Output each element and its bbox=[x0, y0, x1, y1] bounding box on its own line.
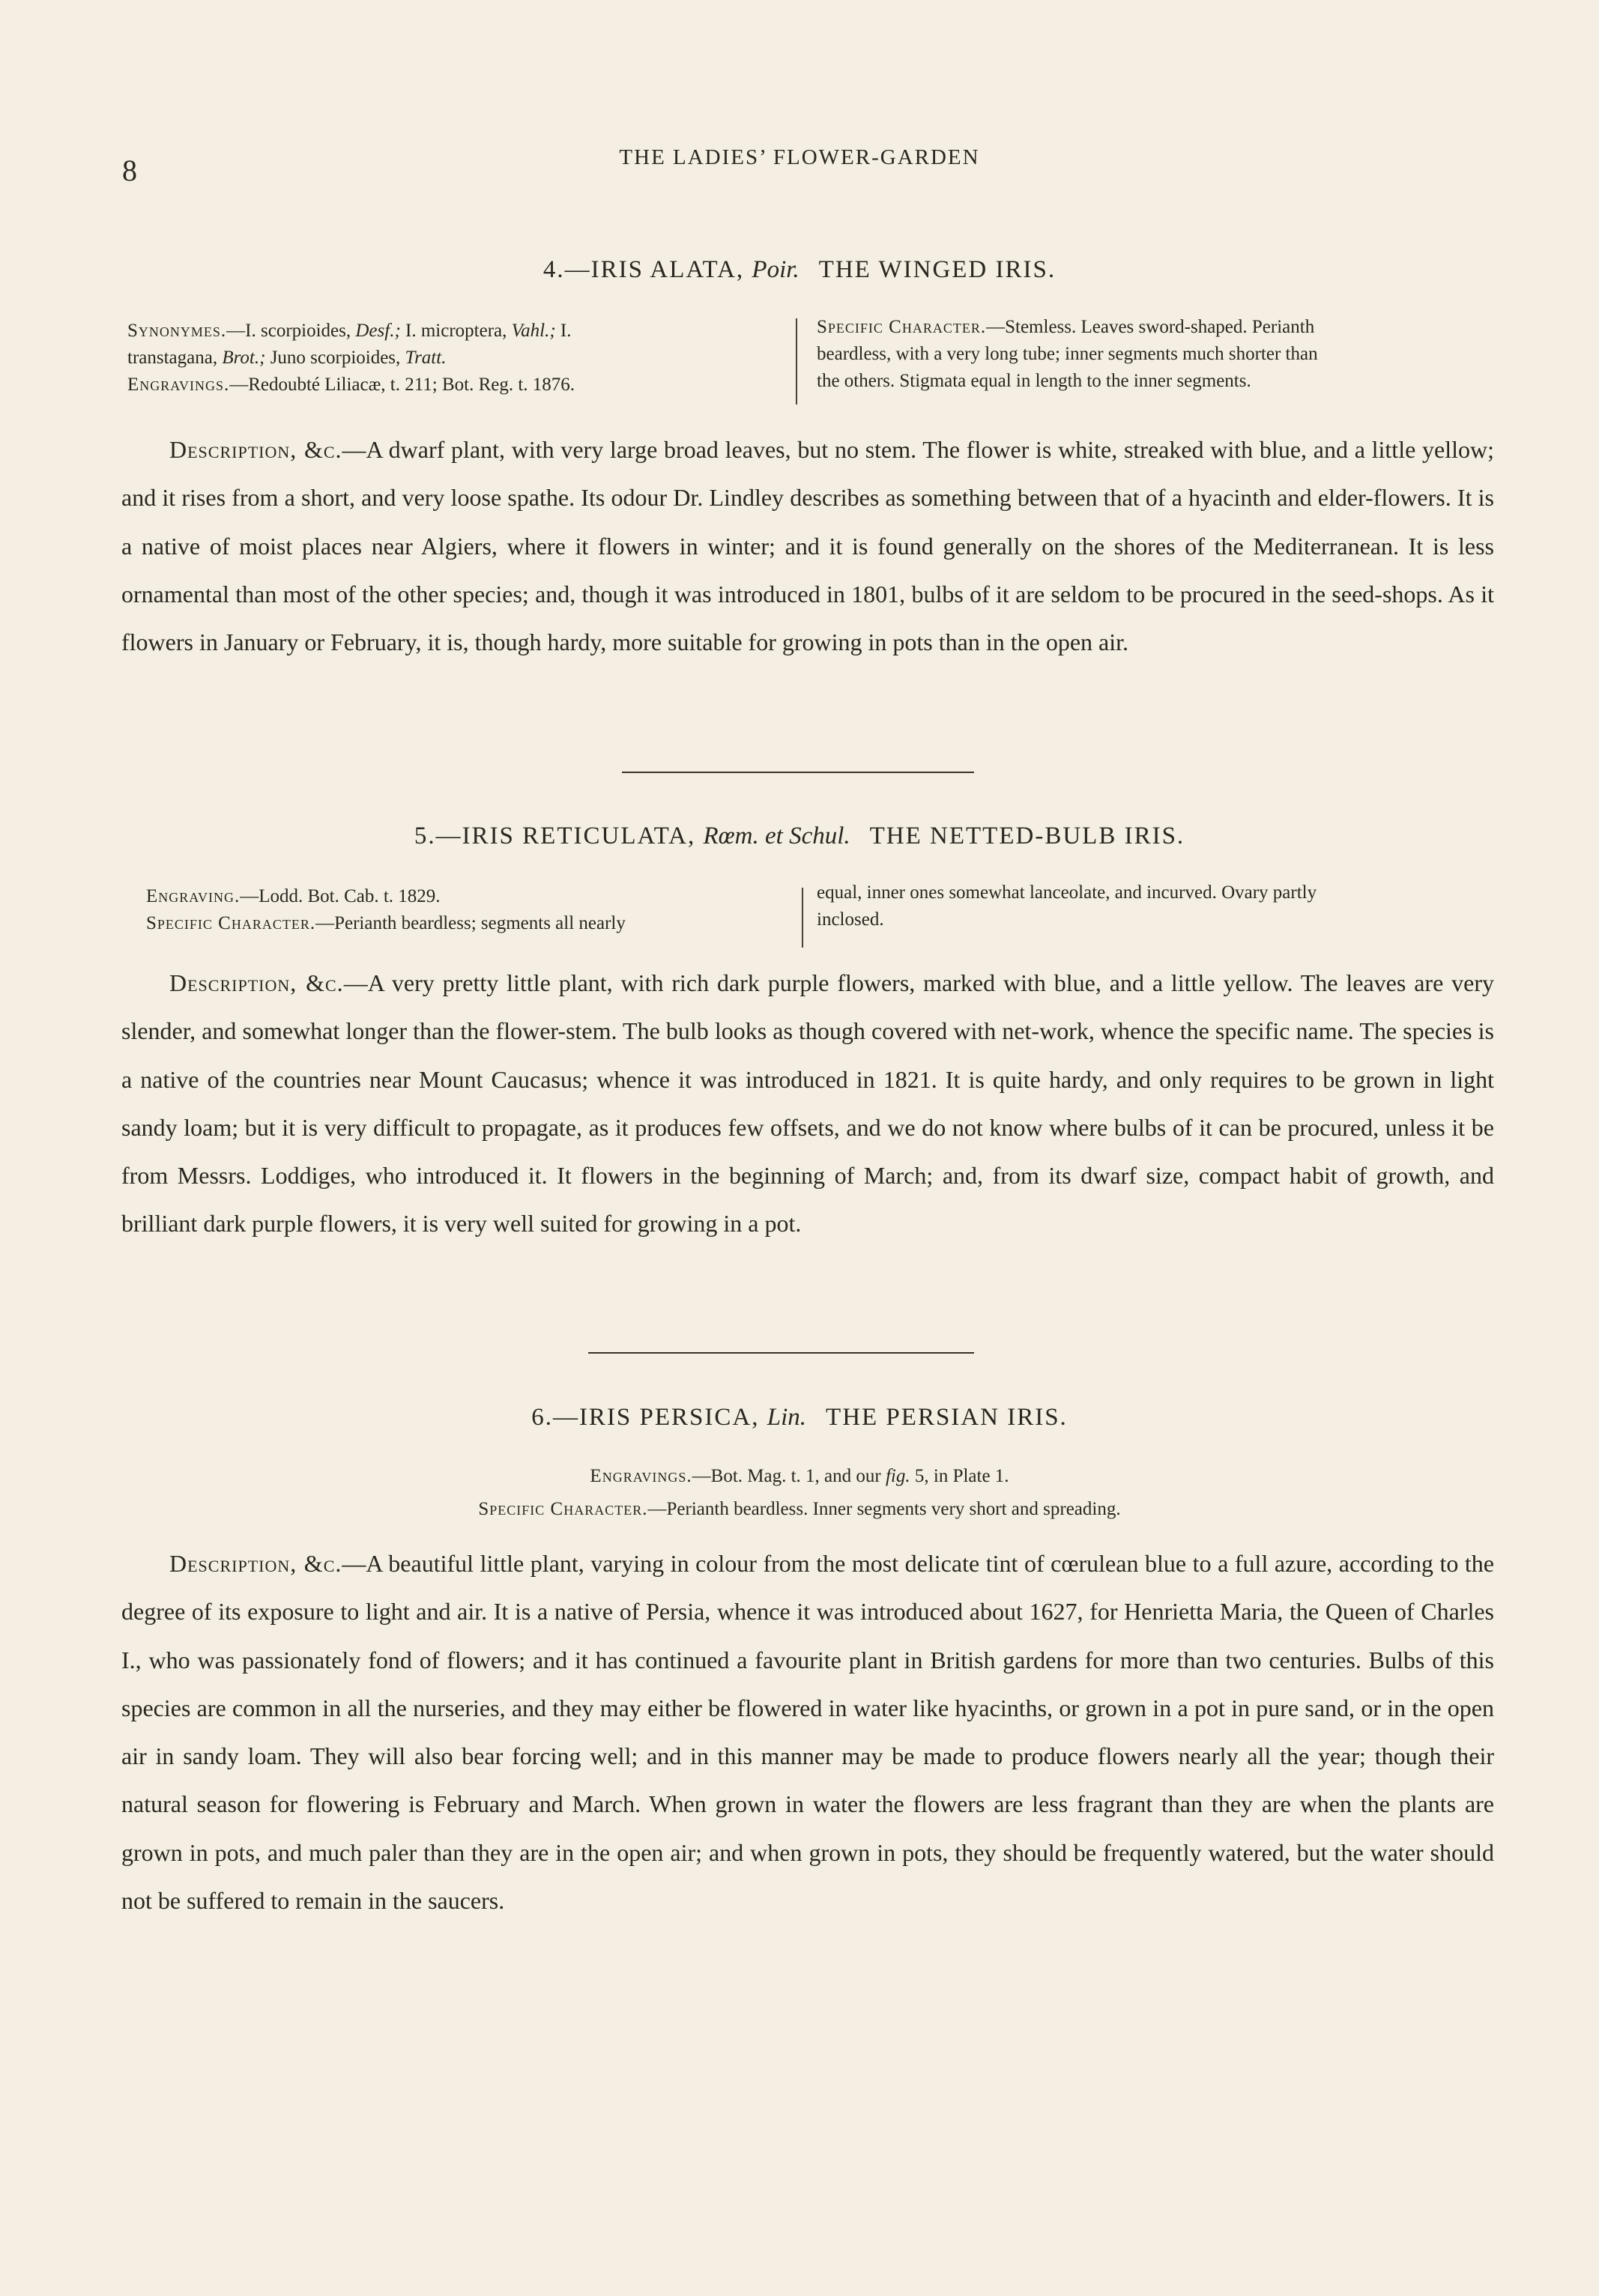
synonyms-column bbox=[127, 315, 787, 402]
species-authority: Poir. bbox=[752, 256, 800, 283]
engravings-block bbox=[0, 1458, 1599, 1528]
species-authority: Rœm. et Schul. bbox=[703, 823, 850, 849]
species-latin-name: —IRIS ALATA, bbox=[564, 256, 745, 283]
description-paragraph-5 bbox=[121, 959, 1494, 1248]
species-number: 4. bbox=[542, 256, 565, 283]
description-paragraph-6 bbox=[121, 1539, 1494, 1924]
species-heading-6 bbox=[0, 1404, 1599, 1432]
specific-character-column: Specific Character.—Stemless. Leaves sword-shaped. Perianth beardless, with a very long tube; inner segments much shorter than the others. Stigmata equal in length to the inner segments. bbox=[817, 317, 1318, 391]
specific-character-column: equal, inner ones somewhat lanceolate, and incurved. Ovary partly inclosed. bbox=[817, 882, 1317, 930]
species-authority: Lin. bbox=[767, 1404, 807, 1431]
description-text: —A very pretty little plant, with rich dark purple flowers, marked with blue, and a little yellow. The leaves are very slender, and somewhat longer than the flower-stem. The bulb looks as though covered with net-work, whence the specific name. The species is a native of the countries near Mount Caucasus; whence it was introduced in 1821. It is quite hardy, and only requires to be grown in light sandy loam; but it is very difficult to propagate, as it produces few offsets, and we do not know where bulbs of it can be procured, unless it be from Messrs. Loddiges, who introduced it. It flowers in the beginning of March; and, from its dwarf size, compact habit of growth, and brilliant dark purple flowers, it is very well suited for growing in a pot. bbox=[121, 969, 1495, 1238]
engravings-line: Engravings.—Bot. Mag. t. 1, and our fig. 5, in Plate 1. bbox=[590, 1466, 1009, 1486]
page-number: 8 bbox=[122, 154, 137, 187]
running-title: THE LADIES’ FLOWER-GARDEN bbox=[619, 145, 980, 169]
description-paragraph-4 bbox=[121, 425, 1494, 666]
description-text: —A beautiful little plant, varying in colour from the most delicate tint of cœrulean blue to a full azure, according to the degree of its exposure to light and air. It is a native of Persia, whence it was introduced about 1627, for Henrietta Maria, the Queen of Charles I., who was passionately fond of flowers; and it has continued a favourite plant in British gardens for more than two centuries. Bulbs of this species are common in all the nurseries, and they may either be flowered in water like hyacinths, or grown in a pot in pure sand, or in the open air in sandy loam. They will also bear forcing well; and in this manner may be made to produce flowers nearly all the year; though their natural season for flowering is February and March. When grown in water the flowers are less fragrant than they are when the plants are grown in pots, and much paler than they are in the open air; and when grown in pots, they should be frequently watered, but the water should not be suffered to remain in the saucers. bbox=[121, 1550, 1495, 1915]
synonyms-line: transtagana, Brot.; Juno scorpioides, Tratt. bbox=[127, 348, 447, 368]
description-text: —A dwarf plant, with very large broad leaves, but no stem. The flower is white, streaked with blue, and a little yellow; and it rises from a short, and very loose spathe. Its odour Dr. Lindley describes as something between that of a hyacinth and elder-flowers. It is a native of moist places near Algiers, where it flowers in winter; and it is found generally on the shores of the Mediterranean. It is less ornamental than most of the other species; and, though it was introduced in 1801, bulbs of it are seldom to be procured in the seed-shops. As it flowers in January or February, it is, though hardy, more suitable for growing in pots than in the open air. bbox=[121, 436, 1495, 656]
description-label: Description, &c. bbox=[169, 436, 342, 463]
description-label: Description, &c. bbox=[169, 969, 344, 996]
engraving-column: Engraving.—Lodd. Bot. Cab. t. 1829. Specific Character.—Perianth beardless; segments all nearly bbox=[146, 886, 626, 933]
species-heading-4 bbox=[0, 256, 1599, 284]
species-number: 5. bbox=[414, 823, 436, 849]
species-common-name: THE PERSIAN IRIS. bbox=[826, 1404, 1068, 1431]
species-latin-name: —IRIS RETICULATA, bbox=[435, 823, 696, 849]
species-latin-name: —IRIS PERSICA, bbox=[552, 1404, 760, 1431]
synonyms-line: Synonymes.—I. scorpioides, Desf.; I. microptera, Vahl.; I. bbox=[127, 321, 572, 341]
section-divider bbox=[588, 1352, 974, 1354]
column-rule bbox=[802, 888, 803, 948]
column-rule bbox=[796, 318, 797, 405]
species-common-name: THE NETTED-BULB IRIS. bbox=[869, 823, 1185, 849]
engravings-line: Engravings.—Redoubté Liliacæ, t. 211; Bot. Reg. t. 1876. bbox=[127, 375, 575, 395]
description-label: Description, &c. bbox=[169, 1550, 342, 1577]
section-divider bbox=[622, 772, 974, 773]
species-number: 6. bbox=[531, 1404, 553, 1431]
species-common-name: THE WINGED IRIS. bbox=[818, 256, 1057, 283]
species-heading-5 bbox=[0, 823, 1599, 850]
specific-character-line: Specific Character.—Perianth beardless. Inner segments very short and spreading. bbox=[478, 1499, 1121, 1519]
